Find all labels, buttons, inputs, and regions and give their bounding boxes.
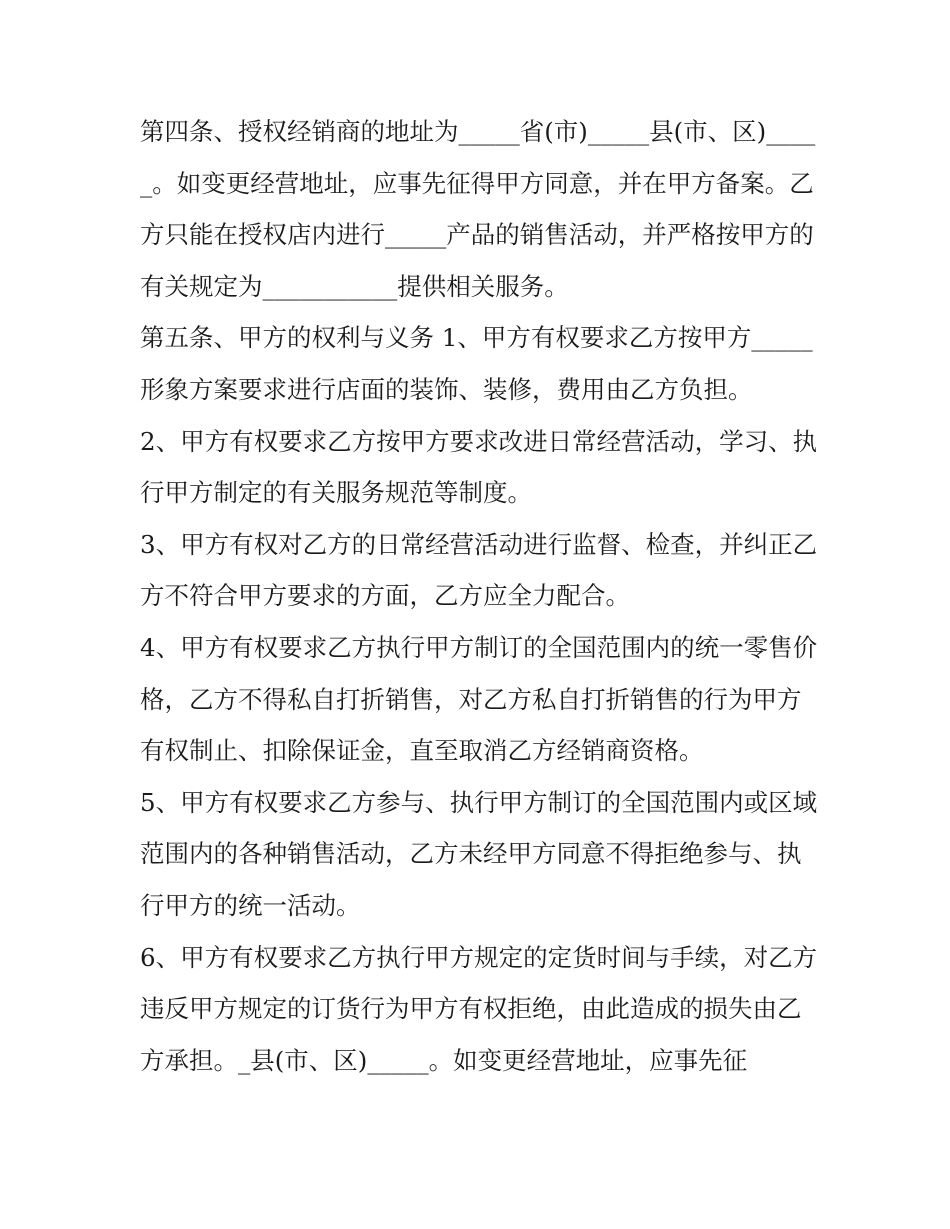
article-4-paragraph: 第四条、授权经销商的地址为_____省(市)_____县(市、区)_____。如变更经营地址，应事先征得甲方同意，并在甲方备案。乙方只能在授权店内进行_____产品的销售活动，并严格按甲方的有关规定为___________提供相关服务。 [140, 117, 816, 301]
clause-2-paragraph: 2、甲方有权要求乙方按甲方要求改进日常经营活动，学习、执行甲方制定的有关服务规范等制度。 [140, 426, 818, 508]
clause-6-paragraph: 6、甲方有权要求乙方执行甲方规定的定货时间与手续，对乙方违反甲方规定的订货行为甲方有权拒绝，由此造成的损失由乙方承担。_县(市、区)_____。如变更经营地址，应事先征 [140, 942, 818, 1075]
document-body [140, 106, 820, 1086]
clause-5-paragraph: 5、甲方有权要求乙方参与、执行甲方制订的全国范围内或区域范围内的各种销售活动，乙方未经甲方同意不得拒绝参与、执行甲方的统一活动。 [140, 787, 818, 920]
article-5-paragraph: 第五条、甲方的权利与义务 1、甲方有权要求乙方按甲方_____形象方案要求进行店面的装饰、装修，费用由乙方负担。 [140, 323, 813, 404]
clause-3-paragraph: 3、甲方有权对乙方的日常经营活动进行监督、检查，并纠正乙方不符合甲方要求的方面，乙方应全力配合。 [140, 529, 818, 611]
clause-4-paragraph: 4、甲方有权要求乙方执行甲方制订的全国范围内的统一零售价格，乙方不得私自打折销售，对乙方私自打折销售的行为甲方有权制止、扣除保证金，直至取消乙方经销商资格。 [140, 632, 818, 766]
